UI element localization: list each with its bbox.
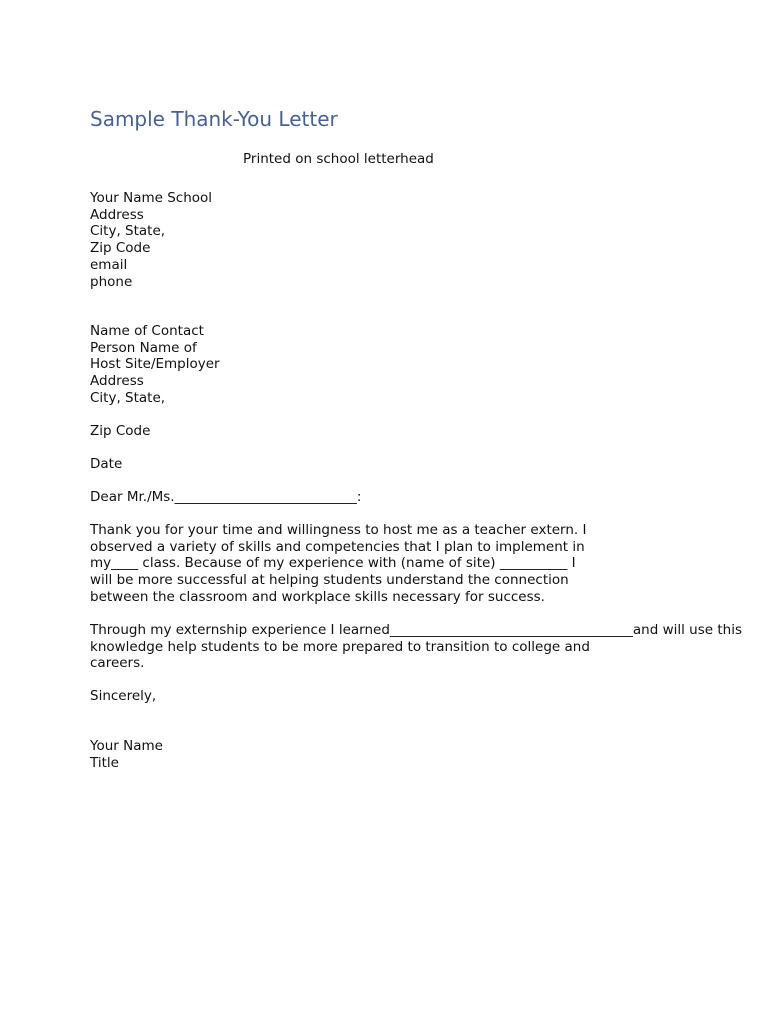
body-line: Through my externship experience I learned____________________________________and will use this — [90, 622, 743, 638]
body-line: my____ class. Because of my experience with (name of site) __________ I — [90, 555, 576, 572]
body-line: careers. — [90, 655, 145, 672]
body-line: knowledge help students to be more prepared to transition to college and — [90, 638, 590, 655]
sender-line: email — [90, 256, 128, 273]
letterhead-note: Printed on school letterhead — [243, 151, 434, 167]
recipient-zip: Zip Code — [90, 423, 151, 439]
body-line: between the classroom and workplace skills necessary for success. — [90, 588, 545, 605]
recipient-line: City, State, — [90, 389, 166, 406]
body-line: observed a variety of skills and competencies that I plan to implement in — [90, 538, 585, 555]
body-line: will be more successful at helping students understand the connection — [90, 572, 569, 589]
salutation: Dear Mr./Ms.___________________________: — [90, 489, 362, 505]
date-line: Date — [90, 456, 123, 472]
body-paragraph-2 — [90, 622, 742, 672]
recipient-line: Address — [90, 373, 144, 390]
signature-title: Title — [90, 754, 119, 771]
sender-line: Address — [90, 206, 144, 223]
recipient-line: Host Site/Employer — [90, 356, 220, 373]
body-paragraph-1 — [90, 522, 586, 606]
body-line: Thank you for your time and willingness to host me as a teacher extern. I — [90, 522, 587, 538]
recipient-line: Person Name of — [90, 339, 197, 356]
letter-title: Sample Thank-You Letter — [90, 107, 338, 131]
sender-line: City, State, — [90, 223, 166, 240]
signature-name: Your Name — [90, 738, 163, 754]
sender-address — [90, 190, 212, 290]
sender-line: Your Name School — [90, 190, 213, 206]
signature-block — [90, 738, 163, 771]
sender-line: Zip Code — [90, 240, 151, 257]
recipient-address — [90, 323, 220, 407]
recipient-line: Name of Contact — [90, 323, 204, 339]
sender-line: phone — [90, 273, 133, 290]
closing: Sincerely, — [90, 688, 157, 704]
